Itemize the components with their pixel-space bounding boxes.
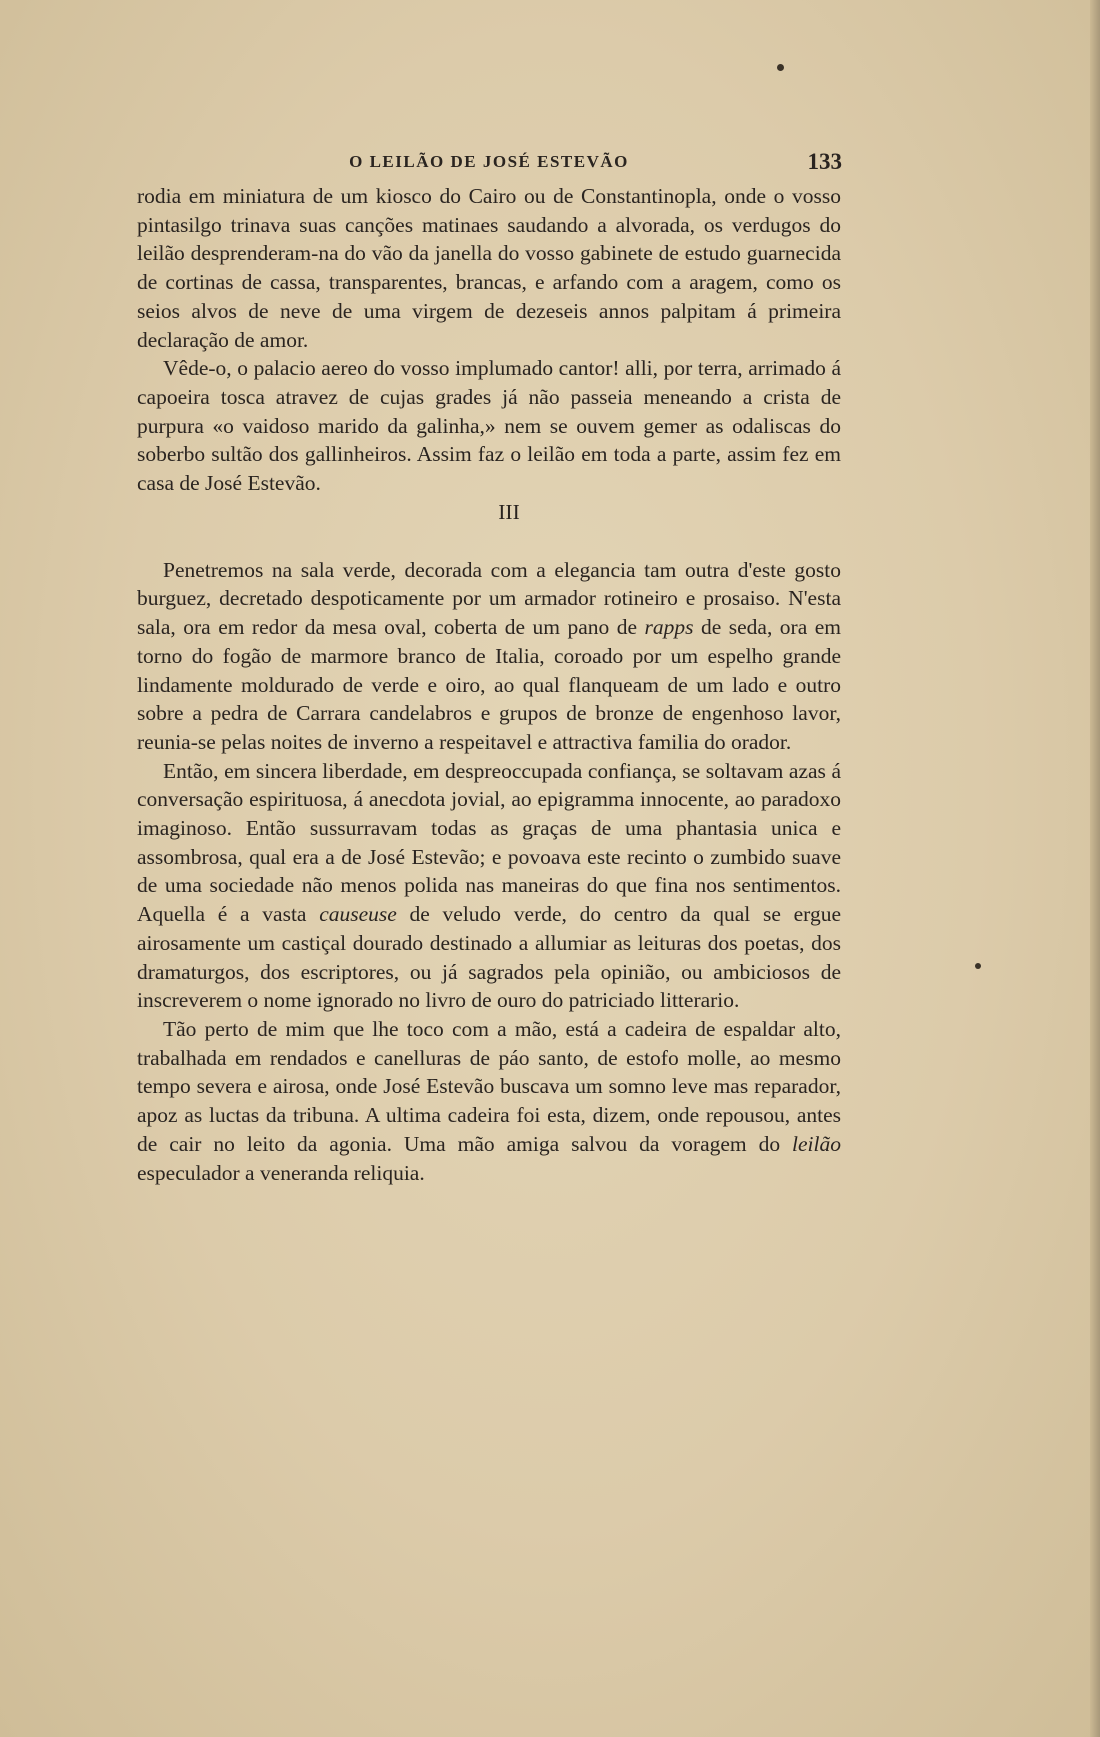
paragraph-3 [137,556,841,757]
ink-spot [975,963,981,969]
paragraph-5-text-b: especulador a veneranda reliquia. [137,1160,425,1185]
ink-spot [777,64,784,71]
paragraph-3-italic: rapps [644,615,694,640]
paragraph-5-italic: leilão [792,1131,841,1156]
paragraph-3-text-b: de seda, ora em torno do fogão de marmore branco de Italia, coroado por um espelho grande lindamente moldurado de verde e oiro, ao qual flanqueam de um lado e outro sobre a pedra de Carrara candelabros e grupos de bronze de engenhoso lavor, reunia-se pelas noites de inverno a respeitavel e attractiva familia do orador. [137,615,841,754]
paragraph-4-text-a: Então, em sincera liberdade, em despreoccupada confiança, se soltavam azas á conversação espirituosa, á anecdota jovial, ao epigramma innocente, ao paradoxo imaginoso. Então sussurravam todas as graças de uma phantasia unica e assombrosa, qual era a de José Estevão; e povoava este recinto o zumbido suave de uma sociedade não menos polida nas maneiras do que fina nos sentimentos. Aquella é a vasta [137,758,841,927]
paragraph-2: Vêde-o, o palacio aereo do vosso implumado cantor! alli, por terra, arrimado á capoeira tosca atravez de cujas grades já não passeia meneando a crista de purpura «o vaidoso marido da galinha,» nem se ouvem gemer as odaliscas do soberbo sultão dos gallinheiros. Assim faz o leilão em toda a parte, assim fez em casa de José Estevão. [137,356,841,496]
paragraph-3-text-a: Penetremos na sala verde, decorada com a elegancia tam outra d'este gosto burguez, decretado despoticamente por um armador rotineiro e prosaiso. N'esta sala, ora em redor da mesa oval, coberta de um pano de [137,557,841,640]
paragraph-5-text-a: Tão perto de mim que lhe toco com a mão, está a cadeira de espaldar alto, trabalhada em rendados e canelluras de páo santo, de estofo molle, ao mesmo tempo severa e airosa, onde José Estevão buscava um somno leve mas reparador, apoz as luctas da tribuna. A ultima cadeira foi esta, dizem, onde repousou, antes de cair no leito da agonia. Uma mão amiga salvou da voragem do [137,1016,841,1156]
paragraph-4 [137,757,841,1015]
paragraph-1: rodia em miniatura de um kiosco do Cairo ou de Constantinopla, onde o vosso pintasilgo trinava suas canções matinaes saudando a alvorada, os verdugos do leilão desprenderam-na do vão da janella do vosso gabinete de estudo guarnecida de cortinas de cassa, transparentes, brancas, e arfando com a aragem, como os seios alvos de neve de uma virgem de dezeseis annos palpitam á primeira declaração de amor. [137,184,841,352]
paragraph-5 [137,1015,841,1187]
page-edge [1090,0,1100,1737]
paragraph-4-italic: causeuse [319,902,397,927]
running-title: O LEILÃO DE JOSÉ ESTEVÃO [349,152,629,171]
section-heading: III [498,499,520,524]
paragraph-4-text-b: de veludo verde, do centro da qual se ergue airosamente um castiçal dourado destinado a allumiar as leituras dos poetas, dos dramaturgos, dos escriptores, ou já sagrados pela opinião, ou ambiciosos de inscreverem o nome ignorado no livro de ouro do patriciado litterario. [137,902,841,1013]
page-number: 133 [807,149,842,174]
page-header [136,150,842,174]
body-text [137,182,841,1187]
